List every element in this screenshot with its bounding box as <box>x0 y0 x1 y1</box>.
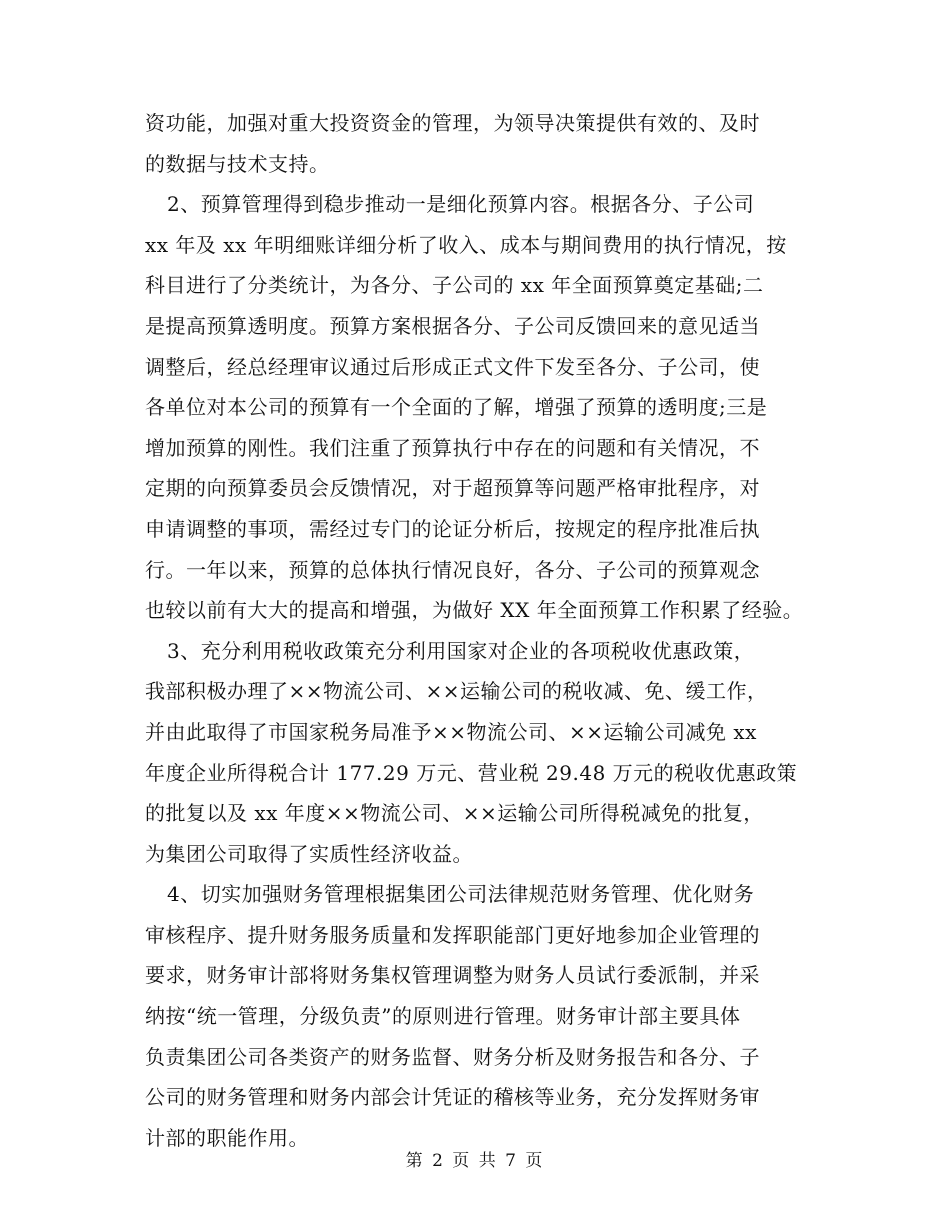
text-line: 计部的职能作用。 <box>145 1125 309 1150</box>
text-line: 并由此取得了市国家税务局准予××物流公司、××运输公司减免 xx <box>145 719 757 744</box>
text-line: 行。一年以来，预算的总体执行情况良好，各分、子公司的预算观念 <box>145 557 760 582</box>
paragraph-start-line: 2、预算管理得到稳步推动一是细化预算内容。根据各分、子公司 <box>167 192 755 217</box>
page-number-footer: 第 2 页 共 7 页 <box>405 1151 545 1171</box>
paragraph-start-line: 3、充分利用税收政策充分利用国家对企业的各项税收优惠政策， <box>167 638 755 663</box>
paragraph-start-line: 4、切实加强财务管理根据集团公司法律规范财务管理、优化财务 <box>167 882 755 907</box>
text-line: 年度企业所得税合计 177.29 万元、营业税 29.48 万元的税收优惠政策 <box>145 760 798 785</box>
document-body <box>145 103 817 1158</box>
text-line: 资功能，加强对重大投资资金的管理，为领导决策提供有效的、及时 <box>145 111 760 135</box>
text-line: 各单位对本公司的预算有一个全面的了解，增强了预算的透明度;三是 <box>145 395 768 420</box>
text-line: 科目进行了分类统计，为各分、子公司的 xx 年全面预算奠定基础;二 <box>145 273 764 298</box>
text-line: 的批复以及 xx 年度××物流公司、××运输公司所得税减免的批复， <box>145 801 764 826</box>
text-line: 调整后，经总经理审议通过后形成正式文件下发至各分、子公司，使 <box>145 354 760 379</box>
text-line: 审核程序、提升财务服务质量和发挥职能部门更好地参加企业管理的 <box>145 922 760 947</box>
text-line: 为集团公司取得了实质性经济收益。 <box>145 841 473 866</box>
text-line: 纳按“统一管理，分级负责”的原则进行管理。财务审计部主要具体 <box>145 1004 741 1029</box>
text-line: 负责集团公司各类资产的财务监督、财务分析及财务报告和各分、子 <box>145 1044 760 1069</box>
text-line: 定期的向预算委员会反馈情况，对于超预算等问题严格审批程序，对 <box>145 476 760 501</box>
text-line: 我部积极办理了××物流公司、××运输公司的税收减、免、缓工作， <box>145 679 768 704</box>
text-line: 也较以前有大大的提高和增强，为做好 XX 年全面预算工作积累了经验。 <box>145 598 804 623</box>
text-line: 增加预算的刚性。我们注重了预算执行中存在的问题和有关情况，不 <box>145 435 760 460</box>
text-line: 是提高预算透明度。预算方案根据各分、子公司反馈回来的意见适当 <box>145 313 760 338</box>
text-line: 的数据与技术支持。 <box>145 151 330 176</box>
text-line: 公司的财务管理和财务内部会计凭证的稽核等业务，充分发挥财务审 <box>145 1085 760 1110</box>
text-line: 申请调整的事项，需经过专门的论证分析后，按规定的程序批准后执 <box>145 516 760 541</box>
text-line: 要求，财务审计部将财务集权管理调整为财务人员试行委派制，并采 <box>145 963 760 988</box>
text-line: xx 年及 xx 年明细账详细分析了收入、成本与期间费用的执行情况，按 <box>145 232 787 257</box>
